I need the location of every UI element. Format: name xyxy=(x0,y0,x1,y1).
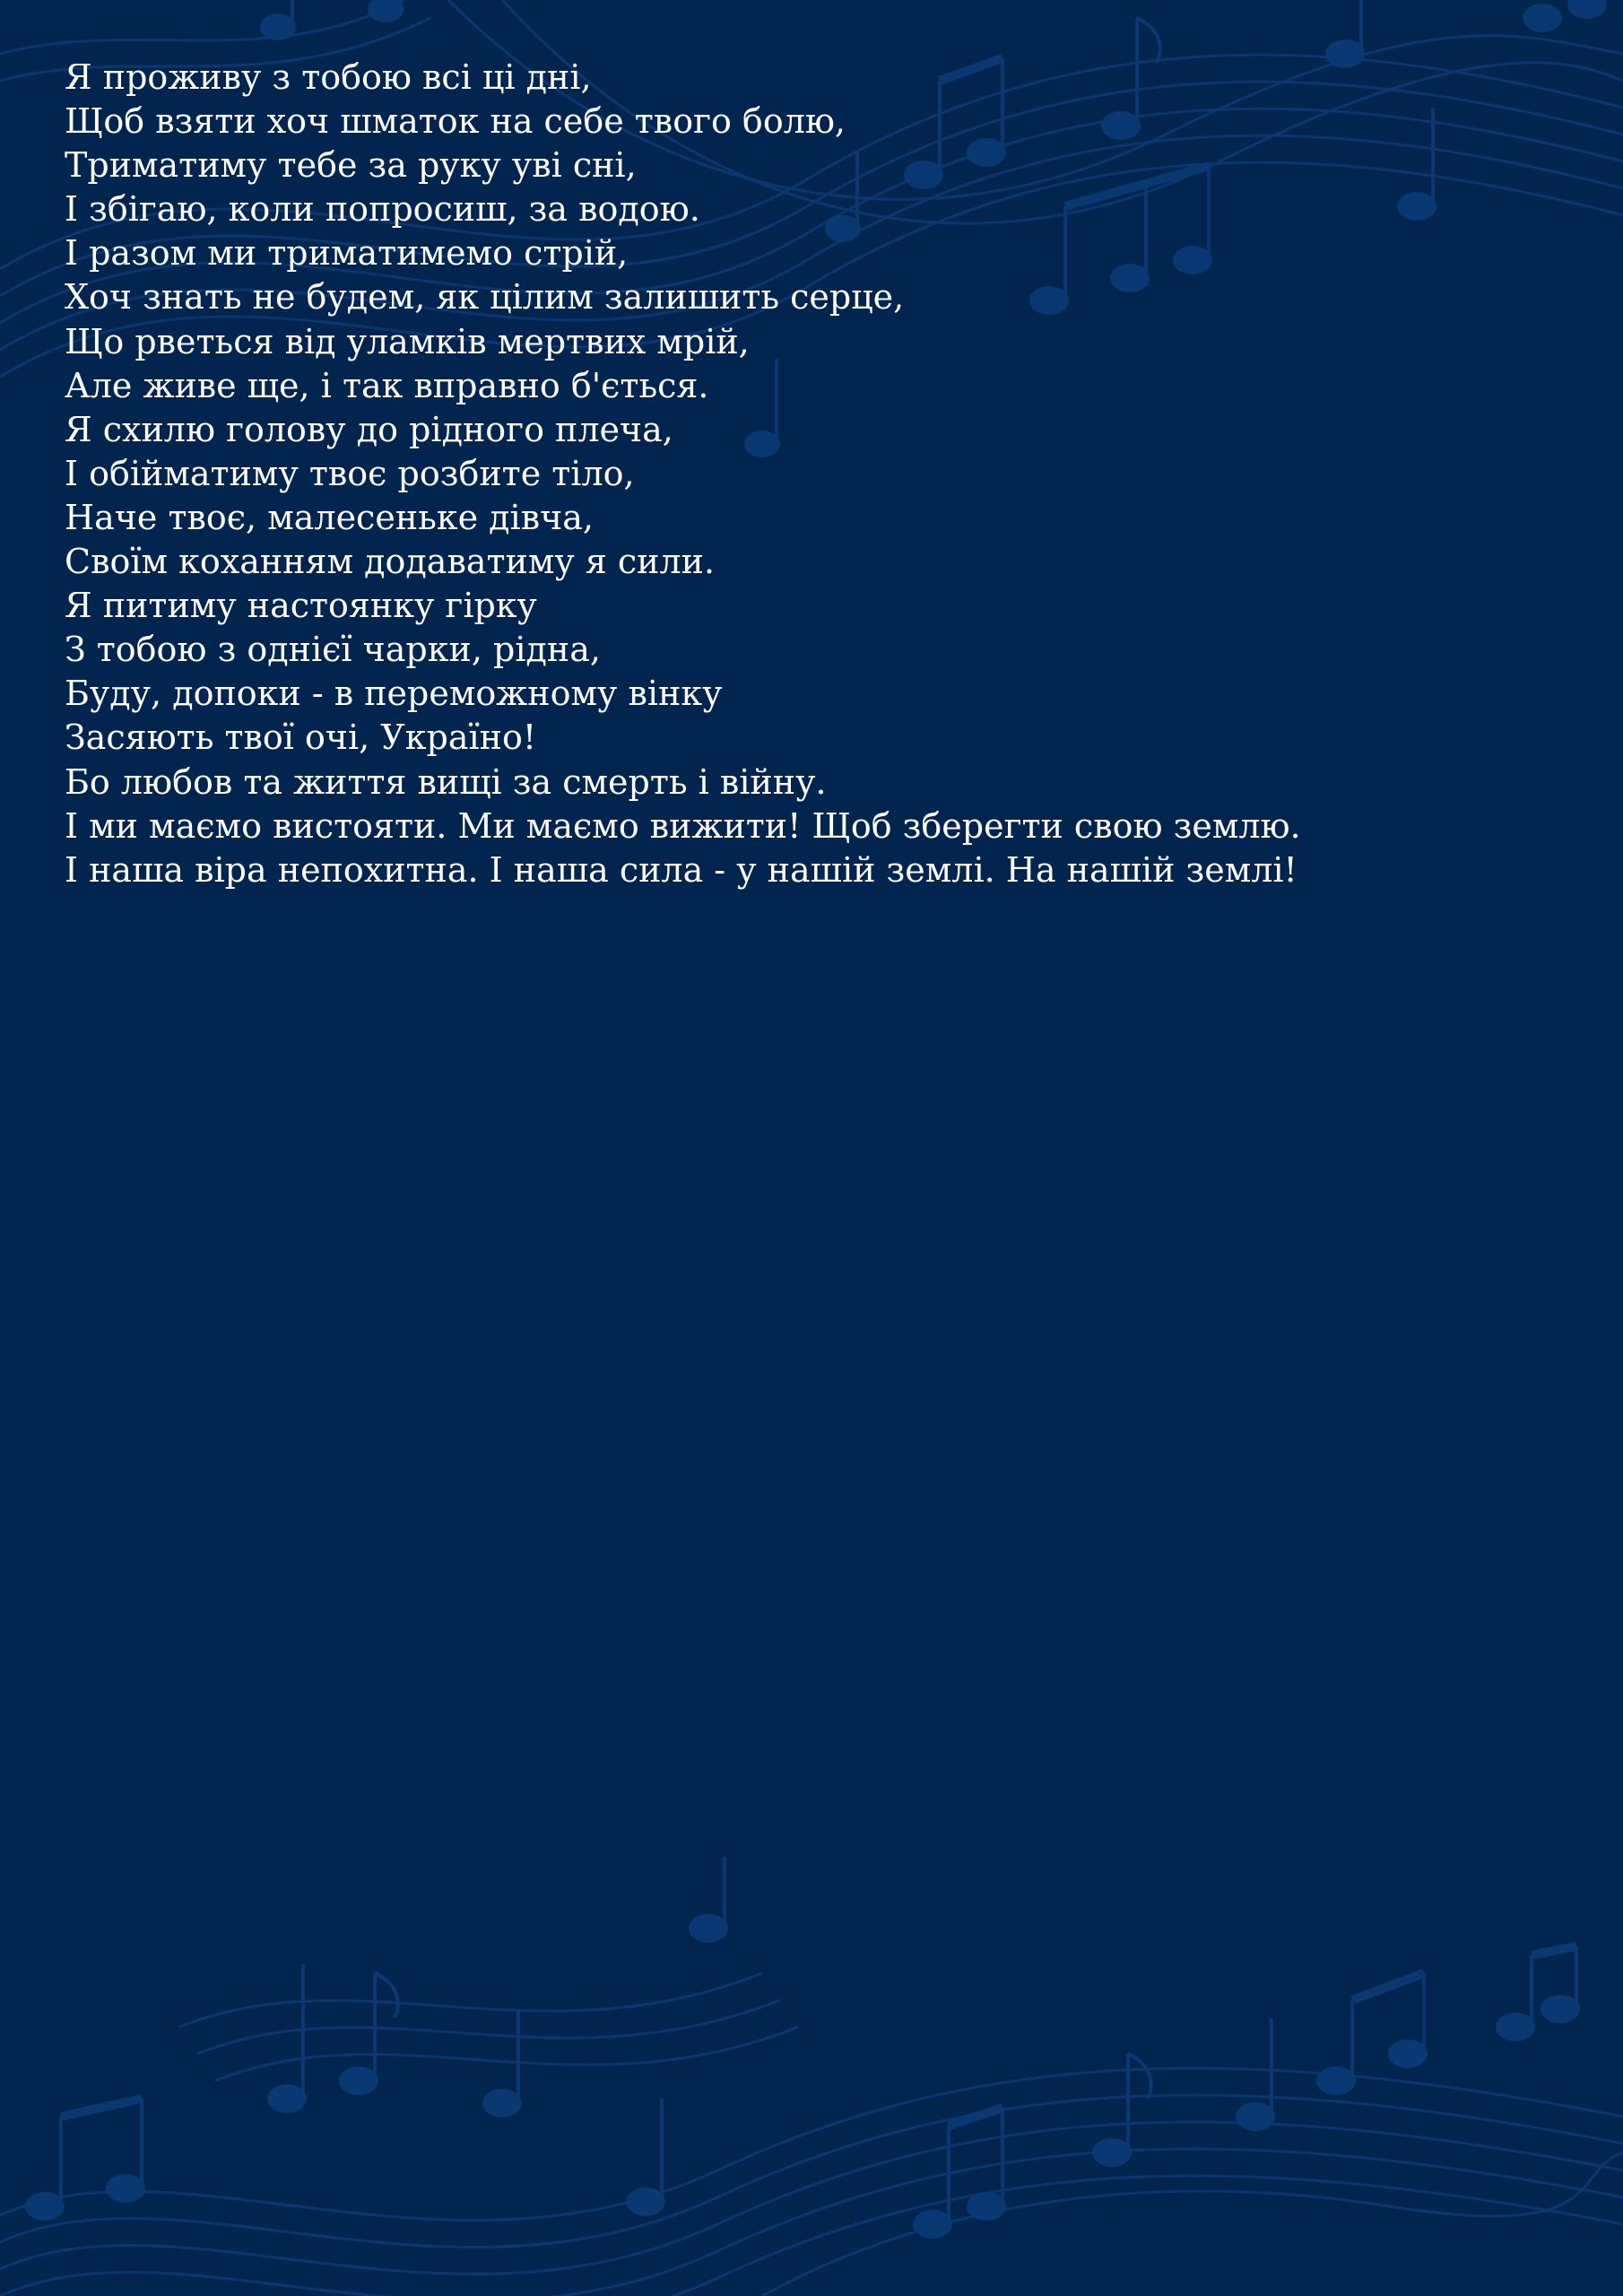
poem-line: Я проживу з тобою всі ці дні, xyxy=(65,57,592,97)
poem-line: Що рветься від уламків мертвих мрій, xyxy=(65,321,750,361)
poem-line: Я схилю голову до рідного плеча, xyxy=(65,409,673,449)
poem-text xyxy=(65,56,1517,892)
poem-line: Наче твоє, малесеньке дівча, xyxy=(65,497,594,537)
poem-line: Засяють твої очі, Україно! xyxy=(65,718,537,758)
poem-line: З тобою з однієї чарки, рідна, xyxy=(65,630,601,670)
poem-line: Щоб взяти хоч шматок на себе твого болю, xyxy=(65,101,846,142)
poem-line: Буду, допоки - в переможному вінку xyxy=(65,674,723,714)
poem-line: Своїм коханням додаватиму я сили. xyxy=(65,542,716,582)
poem-line: Триматиму тебе за руку уві сні, xyxy=(65,145,637,186)
poem-line: І наша віра непохитна. І наша сила - у нашій землі. На нашій землі! xyxy=(65,849,1298,890)
poem-line: Але живе ще, і так вправно б'ється. xyxy=(65,365,709,405)
poem-line: Бо любов та життя вищі за смерть і війну. xyxy=(65,761,827,802)
poem-line: Я питиму настоянку гірку xyxy=(65,586,537,626)
poem-line: І збігаю, коли попросиш, за водою. xyxy=(65,189,700,230)
poem-line: І разом ми триматимемо стрій, xyxy=(65,233,629,274)
poem-line: І обійматиму твоє розбите тіло, xyxy=(65,453,635,493)
poem-line: Хоч знать не будем, як цілим залишить серце, xyxy=(65,277,905,317)
poem-line: І ми маємо вистояти. Ми маємо вижити! Щоб зберегти свою землю. xyxy=(65,805,1301,846)
